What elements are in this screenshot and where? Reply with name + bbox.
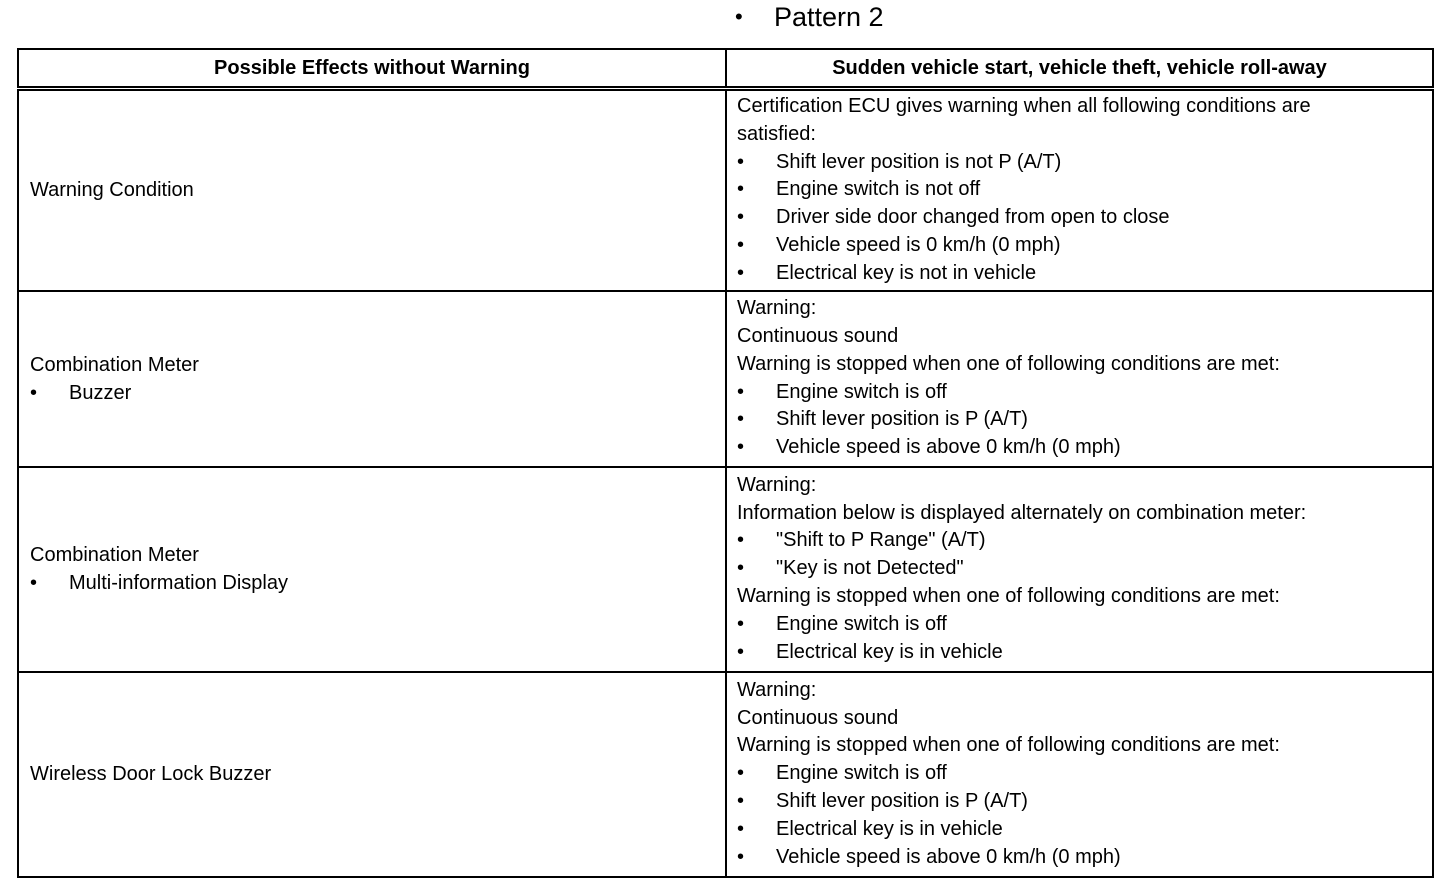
description-line: Warning: — [737, 473, 817, 496]
title-bullet: • — [735, 4, 743, 29]
description-line: Warning: — [737, 678, 817, 701]
row-label: Wireless Door Lock Buzzer — [30, 763, 272, 786]
description-line: Certification ECU gives warning when all following conditions are — [737, 95, 1311, 117]
header-row — [18, 49, 1433, 89]
table-row — [18, 291, 1433, 467]
description-line: Warning: — [737, 297, 817, 320]
header-effects: Possible Effects without Warning — [18, 49, 726, 89]
bullet-item: • Electrical key is not in vehicle — [737, 261, 1037, 284]
page-title — [735, 0, 884, 34]
row-description-cell — [726, 89, 1433, 291]
description-line: Warning is stopped when one of following conditions are met: — [737, 352, 1280, 375]
bullet-item: • Engine switch is off — [737, 762, 947, 785]
row-label-cell — [18, 672, 726, 877]
bullet-item: • "Key is not Detected" — [737, 557, 964, 580]
bullet-item: • Electrical key is in vehicle — [737, 817, 1003, 840]
bullet-item: • Engine switch is off — [737, 380, 947, 403]
description-line: Warning is stopped when one of following conditions are met: — [737, 584, 1280, 607]
row-label: Combination Meter — [30, 353, 199, 376]
table-row — [18, 89, 1433, 291]
bullet-item: • Engine switch is not off — [737, 178, 981, 201]
bullet-item: • Shift lever position is P (A/T) — [737, 408, 1028, 431]
warning-table — [17, 48, 1434, 878]
table-row — [18, 672, 1433, 877]
row-label-cell — [18, 467, 726, 672]
bullet-item: • "Shift to P Range" (A/T) — [737, 529, 986, 552]
bullet-item: • Engine switch is off — [737, 612, 947, 635]
header-hazards: Sudden vehicle start, vehicle theft, vehicle roll-away — [726, 49, 1433, 89]
description-line: Continuous sound — [737, 324, 899, 347]
row-label-bullet: • Multi-information Display — [30, 572, 288, 595]
bullet-item: • Electrical key is in vehicle — [737, 640, 1003, 663]
bullet-item: • Shift lever position is P (A/T) — [737, 789, 1028, 812]
row-label-cell — [18, 291, 726, 467]
row-description-cell — [726, 467, 1433, 672]
row-label: Warning Condition — [30, 179, 194, 202]
bullet-item: • Vehicle speed is above 0 km/h (0 mph) — [737, 845, 1121, 868]
description-line: satisfied: — [737, 122, 816, 145]
row-description-cell — [726, 672, 1433, 877]
bullet-item: • Vehicle speed is above 0 km/h (0 mph) — [737, 436, 1121, 459]
row-label-bullet: • Buzzer — [30, 381, 132, 404]
bullet-item: • Shift lever position is not P (A/T) — [737, 150, 1062, 173]
table-row — [18, 467, 1433, 672]
row-label: Combination Meter — [30, 544, 199, 567]
row-description-cell — [726, 291, 1433, 467]
row-label-cell — [18, 89, 726, 291]
description-line: Warning is stopped when one of following conditions are met: — [737, 734, 1280, 757]
description-line: Information below is displayed alternately on combination meter: — [737, 501, 1307, 524]
title-text: Pattern 2 — [774, 2, 884, 32]
bullet-item: • Driver side door changed from open to close — [737, 206, 1170, 229]
bullet-item: • Vehicle speed is 0 km/h (0 mph) — [737, 233, 1061, 256]
description-line: Continuous sound — [737, 706, 899, 729]
